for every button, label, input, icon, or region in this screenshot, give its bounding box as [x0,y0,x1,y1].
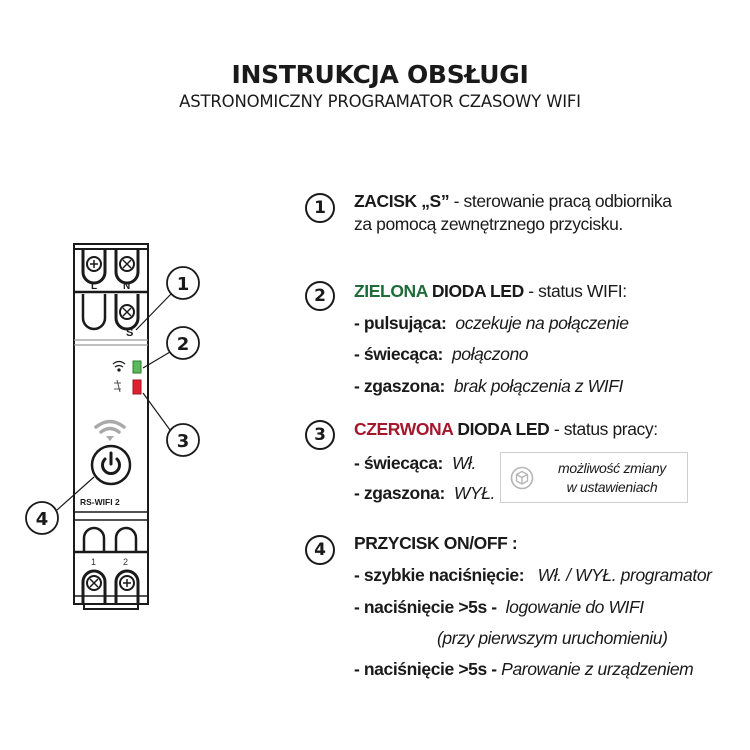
section-2-desc: - status WIFI: [523,281,627,301]
section-2-heading [354,281,627,302]
section-2-item [354,344,528,365]
green-led [133,361,141,373]
item-label: - naciśnięcie >5s - [354,659,497,679]
section-1-desc: - sterowanie pracą odbiornika [449,191,672,211]
section-4-item [354,659,693,680]
section-4-item [354,597,644,618]
section-2-item [354,313,629,334]
svg-text:2: 2 [176,334,190,355]
section-4-heading: PRZYCISK ON/OFF : [354,533,518,553]
callout-1 [167,267,199,299]
power-button [92,446,130,484]
section-2-color-word: ZIELONA [354,281,428,301]
screw-terminal-2 [116,571,138,603]
label-1: 1 [91,557,97,567]
wifi-small-icon [113,362,125,372]
callout-4 [26,502,58,534]
item-label: - zgaszona: [354,376,445,396]
screw-terminal-S [116,294,138,329]
item-value: brak połączenia z WIFI [453,376,624,396]
item-value: połączono [451,344,529,364]
note-line-2: w ustawieniach [566,479,658,495]
item-value: oczekuje na połączenie [455,313,629,333]
section-2-title: DIODA LED [427,281,524,301]
page-subtitle: ASTRONOMICZNY PROGRAMATOR CZASOWY WIFI [179,92,581,111]
section-3-title: DIODA LED [452,419,550,439]
item-label: - zgaszona: [354,483,445,503]
label-N: N [123,281,131,292]
item-value: logowanie do WIFI [505,597,644,617]
section-number-4: 4 [305,535,335,565]
item-label: - świecąca: [354,344,443,364]
lower-slot-1 [84,528,104,552]
label-S: S [126,327,134,339]
section-3-item [354,483,495,504]
section-number-2: 2 [305,281,335,311]
svg-text:4: 4 [35,509,49,530]
wifi-large-icon [96,422,124,433]
item-value: WYŁ. [453,483,496,503]
item-label: - szybkie naciśnięcie: [354,565,525,585]
section-number-1: 1 [305,193,335,223]
label-2: 2 [123,557,129,567]
section-1-heading [354,191,672,212]
item-label: - pulsująca: [354,313,447,333]
title-text: INSTRUKCJA OBSŁUGI [231,60,529,89]
callout-3 [167,424,199,456]
red-led [133,380,141,394]
section-3-item [354,453,476,474]
lower-slot-2 [116,528,136,552]
section-3-color-word: CZERWONA [354,419,453,439]
device-model-label: RS-WIFI 2 [80,497,120,507]
item-value: (przy pierwszym uruchomieniu) [437,628,668,648]
item-value: Parowanie z urządzeniem [501,659,694,679]
screw-terminal-L [83,250,105,283]
item-value: Wł. [451,453,477,473]
svg-text:3: 3 [176,431,190,452]
label-L: L [91,281,98,292]
item-label: - naciśnięcie >5s - [354,597,497,617]
note-line-1: możliwość zmiany [558,460,666,476]
item-label: - świecąca: [354,453,443,473]
settings-note-text [541,459,683,497]
callout-2 [167,327,199,359]
settings-note-box [500,452,688,503]
empty-terminal-slot [83,294,105,329]
screw-terminal-N [116,250,138,283]
section-3-heading [354,419,658,440]
section-1-title: ZACISK „S” [354,191,450,211]
screw-terminal-1 [83,571,105,603]
section-4-item [354,565,712,586]
settings-cube-icon [510,466,534,490]
svg-text:1: 1 [176,274,190,295]
section-number-3: 3 [305,420,335,450]
section-4-item-continuation [437,628,668,649]
item-value: Wł. / WYŁ. programator [537,565,712,585]
section-1-line2: za pomocą zewnętrznego przycisku. [354,214,623,234]
section-2-item [354,376,623,397]
relay-icon [114,380,121,392]
section-3-desc: - status pracy: [549,419,658,439]
